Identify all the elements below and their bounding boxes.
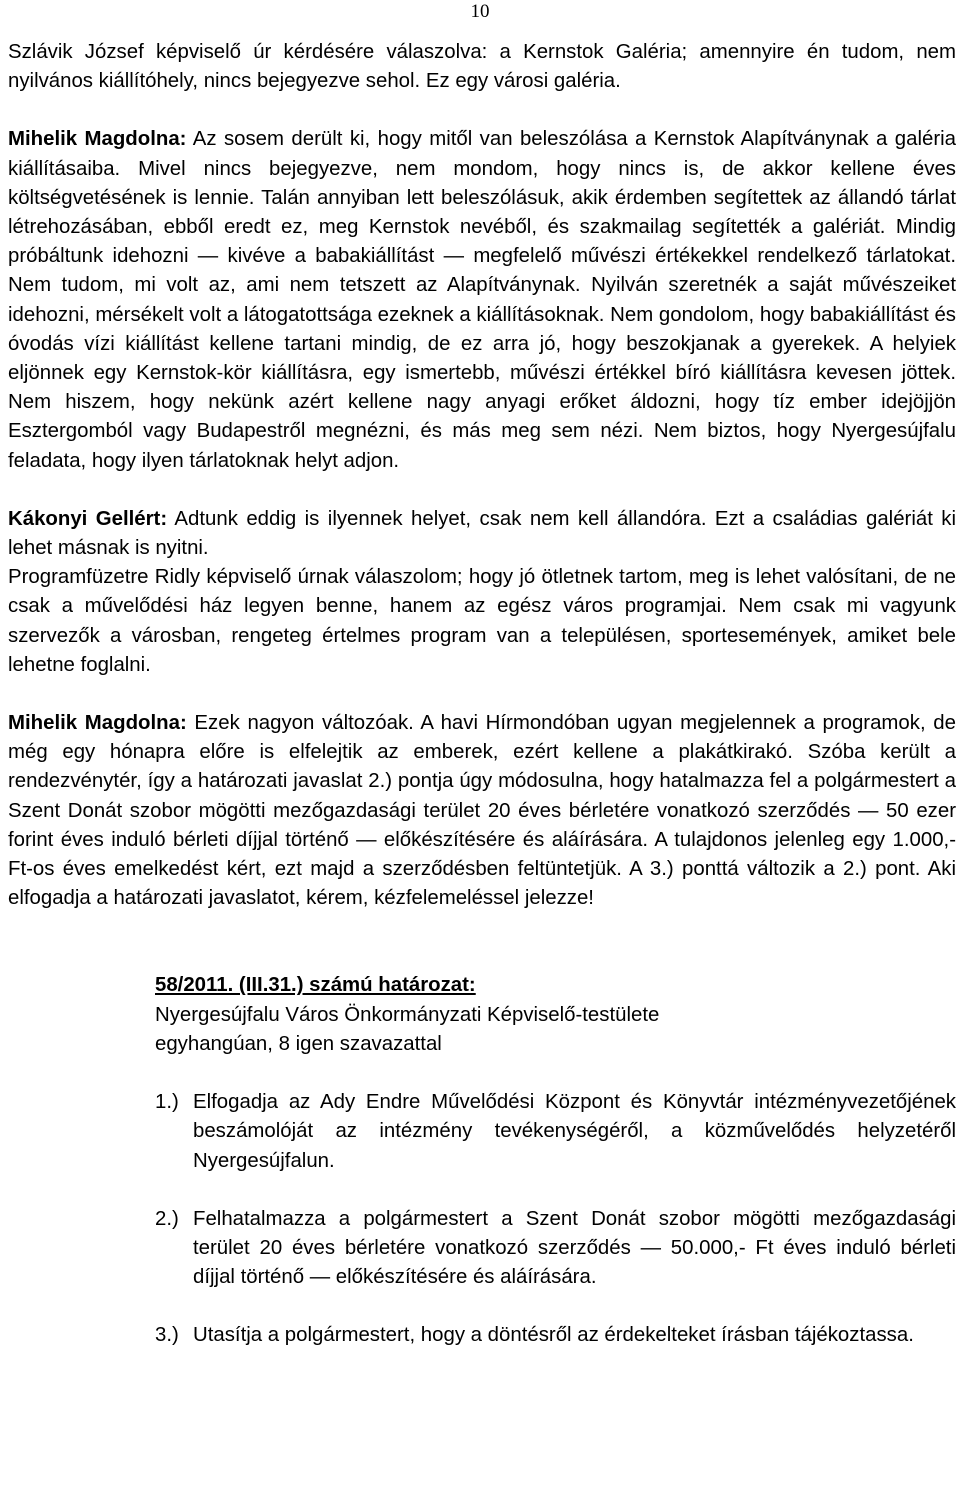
spacer bbox=[8, 680, 956, 709]
resolution-header bbox=[8, 971, 956, 1059]
paragraph-text: Programfüzetre Ridly képviselő úrnak válaszolom; hogy jó ötletnek tartom, meg is lehet valósítani, de ne csak a művelődési ház legyen benne, hanem az egész város programjai. Nem csak mi vagyunk szervezők a városban, rengeteg értelmes program van a településen, sportesemények, amiket bele lehetne foglalni. bbox=[8, 566, 956, 676]
spacer bbox=[8, 96, 956, 125]
resolution-item-number: 2.) bbox=[155, 1207, 179, 1230]
resolution-item-text: Utasítja a polgármestert, hogy a döntésről az érdekelteket írásban tájékoztassa. bbox=[193, 1324, 914, 1347]
paragraph bbox=[8, 505, 956, 563]
paragraph-text: Ezek nagyon változóak. A havi Hírmondóban ugyan megjelennek a programok, de még egy hónapra előre is elfelejtik az emberek, ezért kellene a plakátkirakó. Szóba került a rendezvénytér, így a határozati javaslat 2.) pontja úgy módosulna, hogy hatalmazza fel a polgármestert a Szent Donát szobor mögötti mezőgazdasági terület 20 éves bérletére vonatkozó szerződés — 50 ezer forint éves induló bérleti díjjal történő — előkészítésére és aláírására. A tulajdonos jelenleg egy 1.000,- Ft-os éves emelkedést kért, ezt majd a szerződésben feltüntetjük. A 3.) ponttá változik a 2.) pont. Aki elfogadja a határozati javaslatot, kérem, kézfelemeléssel jelezze! bbox=[8, 712, 956, 910]
spacer bbox=[8, 1292, 956, 1321]
resolution-item-text: Elfogadja az Ady Endre Művelődési Központ és Könyvtár intézményvezetőjének beszámolóját az intézmény tevékenységéről, a közművelődés helyzetéről Nyergesújfalun. bbox=[193, 1091, 956, 1172]
document-body bbox=[8, 38, 956, 1351]
spacer bbox=[8, 1059, 956, 1088]
paragraph bbox=[8, 563, 956, 680]
speaker-name: Kákonyi Gellért: bbox=[8, 507, 168, 530]
spacer bbox=[8, 942, 956, 971]
paragraph-text: Az sosem derült ki, hogy mitől van beleszólása a Kernstok Alapítványnak a galéria kiállításaiba. Mivel nincs bejegyezve, nem mondom, hogy nincs is, de akkor kellene éves költségvetésének is lennie. Talán annyiban lett beleszólásuk, akik érdemben segítettek az állandó tárlat létrehozásában, ebből eredt ez, meg Kernstok nevéből, és szakmailag segítették a galériát. Mindig próbáltunk idehozni — kivéve a babakiállítást — megfelelő művészi értékekkel rendelkező tárlatokat. Nem tudom, mi volt az, ami nem tetszett az Alapítványnak. Nyilván szeretnék a saját művészeiket idehozni, mérsékelt volt a látogatottsága ezeknek a kiállításoknak. Nem gondolom, hogy babakiállítást és óvodás vízi kiállítást kellene tartani mindig, de ez arra jó, hogy beszokjanak a gyerekek. A helyiek eljönnek egy Kernstok-kör kiállításra, egy ismertebb, művészi értékkel bíró kiállításra kevesen jöttek. Nem hiszem, hogy nekünk azért kellene nagy anyagi erőket áldozni, hogy tíz ember idejöjjön Esztergomból vagy Budapestről megnézni, és más meg sem nézi. Nem biztos, hogy Nyergesújfalu feladata, hogy ilyen tárlatoknak helyt adjon. bbox=[8, 128, 956, 472]
spacer bbox=[8, 476, 956, 505]
paragraph bbox=[8, 709, 956, 913]
paragraph bbox=[8, 125, 956, 475]
page-number: 10 bbox=[470, 1, 490, 22]
paragraph-text: Adtunk eddig is ilyennek helyet, csak nem kell állandóra. Ezt a családias galériát ki lehet másnak is nyitni. bbox=[8, 507, 957, 560]
resolution-body-line: egyhangúan, 8 igen szavazattal bbox=[155, 1032, 442, 1055]
resolution-item-number: 1.) bbox=[155, 1091, 179, 1114]
speaker-name: Mihelik Magdolna: bbox=[8, 128, 187, 151]
resolution-body-line: Nyergesújfalu Város Önkormányzati Képviselő-testülete bbox=[155, 1003, 660, 1026]
paragraph-text: Szlávik József képviselő úr kérdésére válaszolva: a Kernstok Galéria; amennyire én tudom, nem nyilvános kiállítóhely, nincs bejegyezve sehol. Ez egy városi galéria. bbox=[8, 41, 956, 93]
resolution-item-text: Felhatalmazza a polgármestert a Szent Donát szobor mögötti mezőgazdasági terület 20 éves bérletére vonatkozó szerződés — 50.000,- Ft éves induló bérleti díjjal történő — előkészítésére és aláírására. bbox=[193, 1207, 956, 1289]
paragraph bbox=[8, 38, 956, 96]
resolution-title: 58/2011. (III.31.) számú határozat: bbox=[155, 974, 476, 997]
spacer bbox=[8, 1176, 956, 1205]
resolution-item-number: 3.) bbox=[155, 1324, 179, 1347]
resolution-item bbox=[8, 1088, 956, 1176]
spacer bbox=[8, 913, 956, 942]
resolution-item bbox=[8, 1321, 956, 1350]
speaker-name: Mihelik Magdolna: bbox=[8, 712, 187, 735]
resolution-item bbox=[8, 1205, 956, 1293]
